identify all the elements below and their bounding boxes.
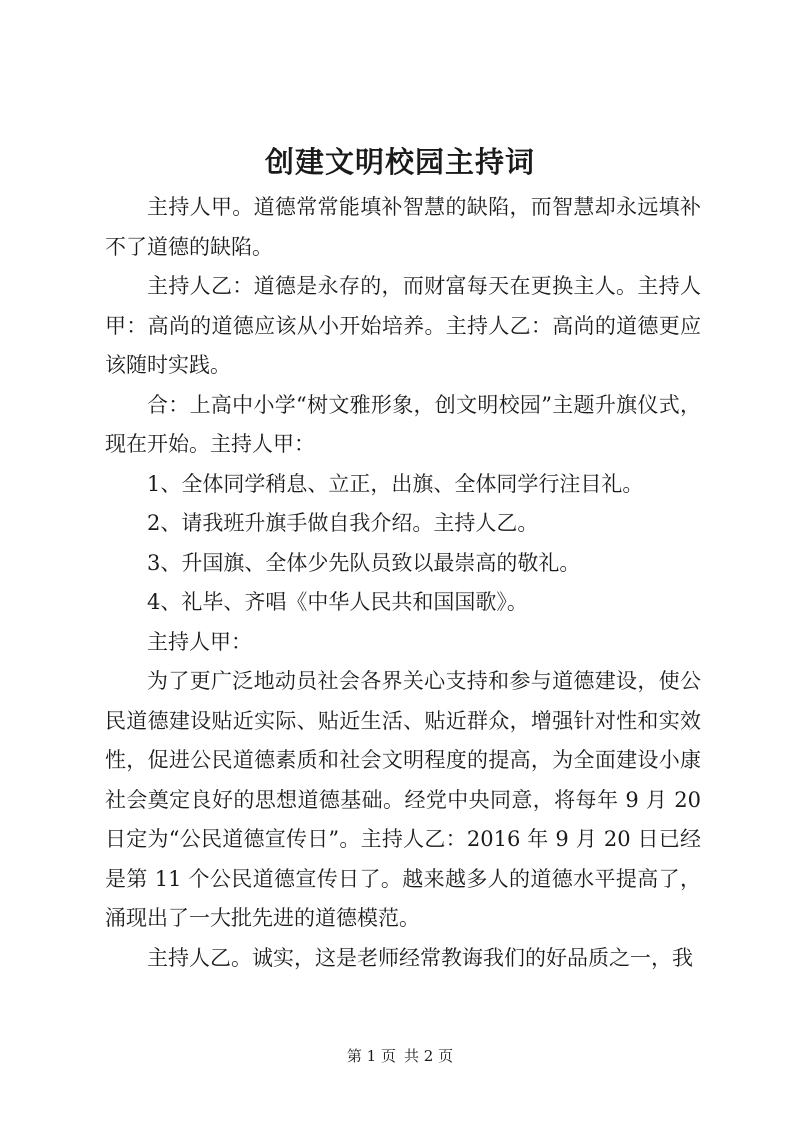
page-number: 第 1 页	[346, 1047, 396, 1065]
page-footer	[0, 1046, 800, 1066]
paragraph: 4、礼毕、齐唱《中华人民共和国国歌》。	[147, 590, 528, 614]
page-total: 共 2 页	[404, 1047, 454, 1065]
paragraph: 2、请我班升旗手做自我介绍。主持人乙。	[147, 511, 539, 535]
paragraph: 主持人甲。道德常常能填补智慧的缺陷，而智慧却永远填补不了道德的缺陷。	[105, 195, 701, 259]
paragraph: 为了更广泛地动员社会各界关心支持和参与道德建设，使公民道德建设贴近实际、贴近生活、贴近群众，增强针对性和实效性，促进公民道德素质和社会文明程度的提高，为全面建设小康社会奠定良好的思想道德基础。经党中央同意，将每年 9 月 20 日定为“公民道德宣传日”。主持人乙：2016 年 9 月 20 日已经是第 11 个公民道德宣传日了。越来越多人的道德水平提高了，涌现出了一大批先进的道德模范。	[105, 669, 701, 930]
paragraph: 主持人乙：道德是永存的，而财富每天在更换主人。主持人甲：高尚的道德应该从小开始培养。主持人乙：高尚的道德更应该随时实践。	[105, 274, 701, 377]
paragraph: 主持人甲：	[147, 629, 252, 654]
paragraph: 1、全体同学稍息、立正，出旗、全体同学行注目礼。	[147, 471, 644, 496]
paragraph: 3、升国旗、全体少先队员致以最崇高的敬礼。	[147, 550, 581, 575]
paragraph: 合：上高中小学“树文雅形象，创文明校园”主题升旗仪式，现在开始。主持人甲：	[105, 392, 701, 456]
document-title: 创建文明校园主持词	[264, 145, 535, 179]
document-body	[105, 188, 701, 978]
paragraph: 主持人乙。诚实，这是老师经常教诲我们的好品质之一，我	[147, 945, 693, 970]
